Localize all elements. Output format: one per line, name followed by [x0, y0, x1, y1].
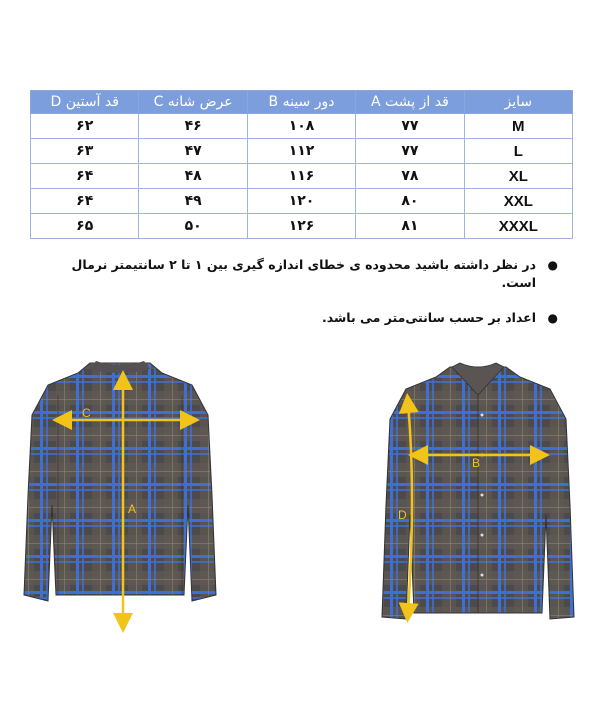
cell-size: XXL	[464, 189, 572, 214]
size-chart-table	[30, 90, 573, 239]
notes-list	[38, 256, 558, 344]
note-text: اعداد بر حسب سانتی‌متر می باشد.	[321, 310, 536, 325]
cell-back-length: ۷۷	[356, 139, 464, 164]
cell-size: XL	[464, 164, 572, 189]
note-item	[38, 309, 558, 327]
note-text: در نظر داشته باشید محدوده ی خطای اندازه گیری بین ۱ تا ۲ سانتیمتر نرمال است.	[71, 257, 536, 290]
cell-shoulder: ۴۸	[139, 164, 247, 189]
cell-shoulder: ۵۰	[139, 214, 247, 239]
label-d: D	[398, 508, 407, 522]
table-header-row	[31, 91, 573, 114]
cell-size: XXXL	[464, 214, 572, 239]
table-row	[31, 139, 573, 164]
bullet-icon: ●	[547, 311, 558, 325]
shirt-back-diagram	[20, 355, 220, 645]
label-c: C	[82, 406, 91, 420]
cell-shoulder: ۴۹	[139, 189, 247, 214]
cell-chest: ۱۱۶	[247, 164, 355, 189]
cell-shoulder: ۴۶	[139, 114, 247, 139]
label-a: A	[128, 502, 137, 516]
cell-back-length: ۸۰	[356, 189, 464, 214]
cell-chest: ۱۰۸	[247, 114, 355, 139]
cell-sleeve: ۶۳	[31, 139, 139, 164]
cell-chest: ۱۲۶	[247, 214, 355, 239]
table-row	[31, 164, 573, 189]
header-shoulder: عرض شانه C	[139, 91, 247, 114]
header-back-length: قد از پشت A	[356, 91, 464, 114]
header-size: سایز	[464, 91, 572, 114]
cell-sleeve: ۶۲	[31, 114, 139, 139]
cell-size: M	[464, 114, 572, 139]
bullet-icon: ●	[547, 258, 558, 272]
cell-sleeve: ۶۴	[31, 189, 139, 214]
table-row	[31, 214, 573, 239]
table-row	[31, 114, 573, 139]
cell-size: L	[464, 139, 572, 164]
note-item	[38, 256, 558, 292]
cell-chest: ۱۱۲	[247, 139, 355, 164]
header-chest: دور سینه B	[247, 91, 355, 114]
cell-back-length: ۷۷	[356, 114, 464, 139]
cell-back-length: ۸۱	[356, 214, 464, 239]
cell-chest: ۱۲۰	[247, 189, 355, 214]
cell-sleeve: ۶۵	[31, 214, 139, 239]
table-row	[31, 189, 573, 214]
header-sleeve: قد آستین D	[31, 91, 139, 114]
cell-shoulder: ۴۷	[139, 139, 247, 164]
cell-sleeve: ۶۴	[31, 164, 139, 189]
cell-back-length: ۷۸	[356, 164, 464, 189]
shirt-front-diagram	[370, 355, 585, 645]
label-b: B	[472, 456, 481, 470]
